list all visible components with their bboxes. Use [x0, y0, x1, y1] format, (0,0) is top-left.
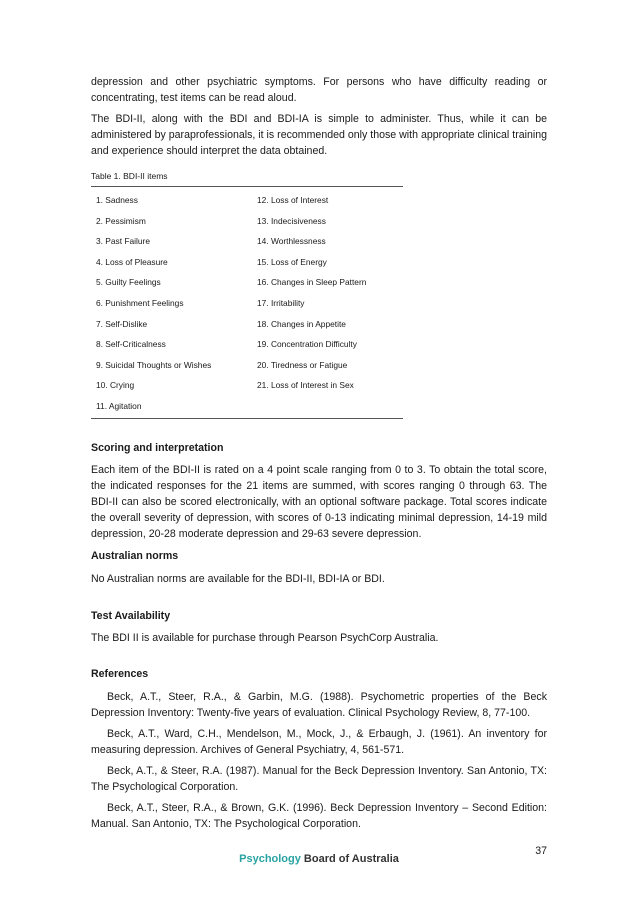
- table-row: [91, 334, 403, 355]
- table-row: [91, 190, 403, 211]
- table-row: [91, 396, 403, 417]
- footer-brand-board: Board of Australia: [300, 853, 399, 865]
- table-cell: 16. Changes in Sleep Pattern: [257, 277, 367, 288]
- scoring-paragraph: Each item of the BDI-II is rated on a 4 point scale ranging from 0 to 3. To obtain the total score, the indicated responses for the 21 items are summed, with scores ranging 0 through 63. The BDI-II can also be scored electronically, with an optional software package. Total scores indicate the overall severity of depression, with scores of 0-13 indicating minimal depression, 14-19 mild depression, 20-28 moderate depression and 29-63 severe depression.: [91, 464, 547, 540]
- table-cell: 10. Crying: [96, 380, 135, 391]
- table-cell: 8. Self-Criticalness: [96, 339, 166, 350]
- bdi-items-table: [91, 190, 403, 417]
- table-cell: 21. Loss of Interest in Sex: [257, 380, 354, 391]
- table-cell: 14. Worthlessness: [257, 236, 326, 247]
- reference-item: Beck, A.T., Ward, C.H., Mendelson, M., Mock, J., & Erbaugh, J. (1961). An inventory for measuring depression. Archives of General Psychiatry, 4, 561-571.: [91, 728, 547, 756]
- intro-paragraph-2: The BDI-II, along with the BDI and BDI-IA is simple to administer. Thus, while it can be administered by paraprofessionals, it is recommended only those with appropriate clinical training and experience should interpret the data obtained.: [91, 113, 547, 157]
- page-number: 37: [535, 845, 547, 857]
- table-cell: 15. Loss of Energy: [257, 256, 327, 267]
- table-cell: 17. Irritability: [257, 297, 305, 308]
- table-cell: 18. Changes in Appetite: [257, 318, 346, 329]
- table-row: [91, 355, 403, 376]
- table-caption: Table 1. BDI-II items: [91, 171, 168, 181]
- table-cell: 9. Suicidal Thoughts or Wishes: [96, 359, 212, 370]
- reference-item: Beck, A.T., & Steer, R.A. (1987). Manual for the Beck Depression Inventory. San Antonio, TX: The Psychological Corporation.: [91, 765, 547, 793]
- table-row: [91, 272, 403, 293]
- table-cell: 13. Indecisiveness: [257, 215, 326, 226]
- intro-paragraph-1: depression and other psychiatric symptoms. For persons who have difficulty reading or concentrating, test items can be read aloud.: [91, 76, 547, 104]
- table-cell: 3. Past Failure: [96, 236, 150, 247]
- table-top-rule: [91, 186, 403, 187]
- table-cell: 4. Loss of Pleasure: [96, 256, 168, 267]
- table-row: [91, 211, 403, 232]
- table-row: [91, 314, 403, 335]
- section-heading-scoring: Scoring and interpretation: [91, 442, 224, 454]
- availability-paragraph: The BDI II is available for purchase through Pearson PsychCorp Australia.: [91, 632, 439, 644]
- table-cell: 7. Self-Dislike: [96, 318, 148, 329]
- section-heading-norms: Australian norms: [91, 550, 179, 562]
- section-heading-availability: Test Availability: [91, 610, 171, 622]
- table-cell: 20. Tiredness or Fatigue: [257, 359, 348, 370]
- norms-paragraph: No Australian norms are available for the BDI-II, BDI-IA or BDI.: [91, 573, 385, 585]
- reference-item: Beck, A.T., Steer, R.A., & Brown, G.K. (1996). Beck Depression Inventory – Second Edition: Manual. San Antonio, TX: The Psychological Corporation.: [91, 802, 547, 830]
- table-cell: 5. Guilty Feelings: [96, 277, 161, 288]
- footer-brand: [200, 852, 438, 866]
- section-heading-references: References: [91, 668, 149, 680]
- table-bottom-rule: [91, 418, 403, 419]
- table-cell: 2. Pessimism: [96, 215, 146, 226]
- table-cell: 1. Sadness: [96, 195, 138, 205]
- table-cell: 6. Punishment Feelings: [96, 297, 184, 308]
- footer-brand-psychology: Psychology: [239, 853, 301, 865]
- reference-item: Beck, A.T., Steer, R.A., & Garbin, M.G. (1988). Psychometric properties of the Beck Depression Inventory: Twenty-five years of evaluation. Clinical Psychology Review, 8, 77-100.: [91, 691, 547, 719]
- table-row: [91, 375, 403, 396]
- table-cell: 19. Concentration Difficulty: [257, 339, 357, 350]
- table-cell: 11. Agitation: [96, 400, 142, 411]
- table-cell: 12. Loss of Interest: [257, 195, 329, 205]
- table-row: [91, 231, 403, 252]
- table-row: [91, 293, 403, 314]
- table-row: [91, 252, 403, 273]
